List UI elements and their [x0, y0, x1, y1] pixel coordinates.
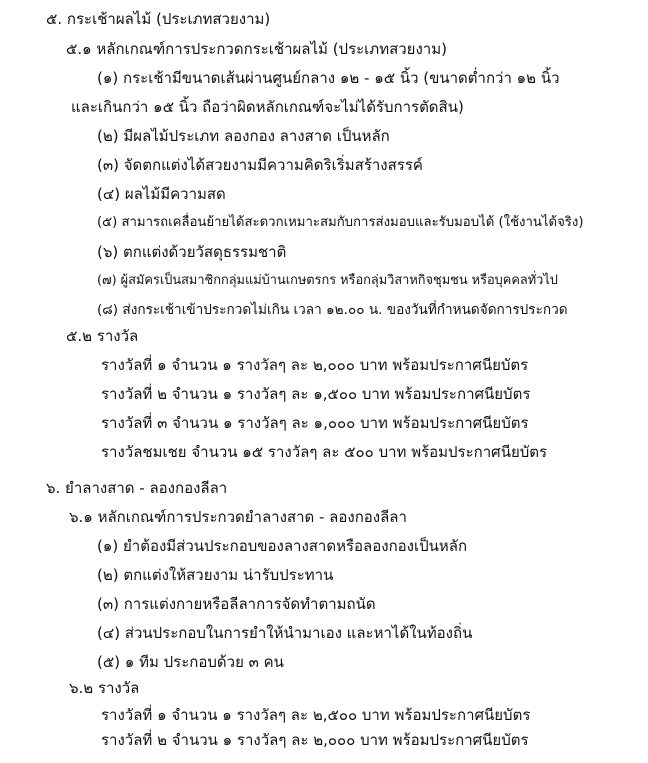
criteria-item: (๖) ตกแต่งด้วยวัสดุธรรมชาติ — [97, 243, 287, 261]
criteria-item: (๒) มีผลไม้ประเภท ลองกอง ลางสาด เป็นหลัก — [97, 127, 390, 145]
criteria-item: (๑) ยำต้องมีส่วนประกอบของลางสาดหรือลองกองเป็นหลัก — [97, 537, 468, 555]
criteria-item: (๔) ผลไม้มีความสด — [97, 185, 226, 203]
criteria-item: (๕) สามารถเคลื่อนย้ายได้สะดวกเหมาะสมกับการส่งมอบและรับมอบได้ (ใช้งานได้จริง) — [97, 215, 584, 230]
criteria-item: (๒) ตกแต่งให้สวยงาม น่ารับประทาน — [97, 566, 334, 584]
criteria-item: (๓) การแต่งกายหรือลีลาการจัดทำตามถนัด — [97, 595, 376, 613]
prize-line: รางวัลชมเชย จำนวน ๑๕ รางวัลๆ ละ ๕๐๐ บาท พร้อมประกาศนียบัตร — [101, 443, 548, 461]
criteria-item: (๗) ผู้สมัครเป็นสมาชิกกลุ่มแม่บ้านเกษตรกร หรือกลุ่มวิสาหกิจชุมชน หรือบุคคลทั่วไป — [97, 273, 558, 288]
criteria-item: (๕) ๑ ทีม ประกอบด้วย ๓ คน — [97, 653, 284, 671]
criteria-item: (๓) จัดตกแต่งได้สวยงามมีความคิดริเริ่มสร้างสรรค์ — [97, 156, 423, 174]
section-6-2-heading: ๖.๒ รางวัล — [69, 679, 140, 697]
prize-line: รางวัลที่ ๒ จำนวน ๑ รางวัลๆ ละ ๑,๕๐๐ บาท พร้อมประกาศนียบัตร — [101, 385, 531, 403]
prize-line: รางวัลที่ ๒ จำนวน ๑ รางวัลๆ ละ ๒,๐๐๐ บาท พร้อมประกาศนียบัตร — [101, 731, 529, 749]
prize-line: รางวัลที่ ๑ จำนวน ๑ รางวัลๆ ละ ๒,๕๐๐ บาท พร้อมประกาศนียบัตร — [101, 706, 531, 724]
criteria-item: (๑) กระเช้ามีขนาดเส้นผ่านศูนย์กลาง ๑๒ - ๑๕ นิ้ว (ขนาดต่ำกว่า ๑๒ นิ้ว — [97, 69, 560, 87]
criteria-item: (๘) ส่งกระเช้าเข้าประกวดไม่เกิน เวลา ๑๒.๐๐ น. ของวันที่กำหนดจัดการประกวด — [97, 302, 568, 318]
section-6-heading: ๖. ยำลางสาด - ลองกองลีลา — [46, 479, 228, 497]
section-6-1-heading: ๖.๑ หลักเกณฑ์การประกวดยำลางสาด - ลองกองลีลา — [69, 508, 407, 526]
section-5-2-heading: ๕.๒ รางวัล — [66, 327, 139, 345]
prize-line: รางวัลที่ ๑ จำนวน ๑ รางวัลๆ ละ ๒,๐๐๐ บาท พร้อมประกาศนียบัตร — [101, 356, 529, 374]
section-5-heading: ๕. กระเช้าผลไม้ (ประเภทสวยงาม) — [46, 10, 271, 28]
criteria-item: (๔) ส่วนประกอบในการยำให้นำมาเอง และหาได้ในท้องถิ่น — [97, 624, 473, 642]
prize-line: รางวัลที่ ๓ จำนวน ๑ รางวัลๆ ละ ๑,๐๐๐ บาท พร้อมประกาศนียบัตร — [101, 414, 529, 432]
section-5-1-heading: ๕.๑ หลักเกณฑ์การประกวดกระเช้าผลไม้ (ประเภทสวยงาม) — [66, 40, 447, 58]
criteria-item-continuation: และเกินกว่า ๑๕ นิ้ว ถือว่าผิดหลักเกณฑ์จะไม่ได้รับการตัดสิน) — [71, 98, 464, 116]
